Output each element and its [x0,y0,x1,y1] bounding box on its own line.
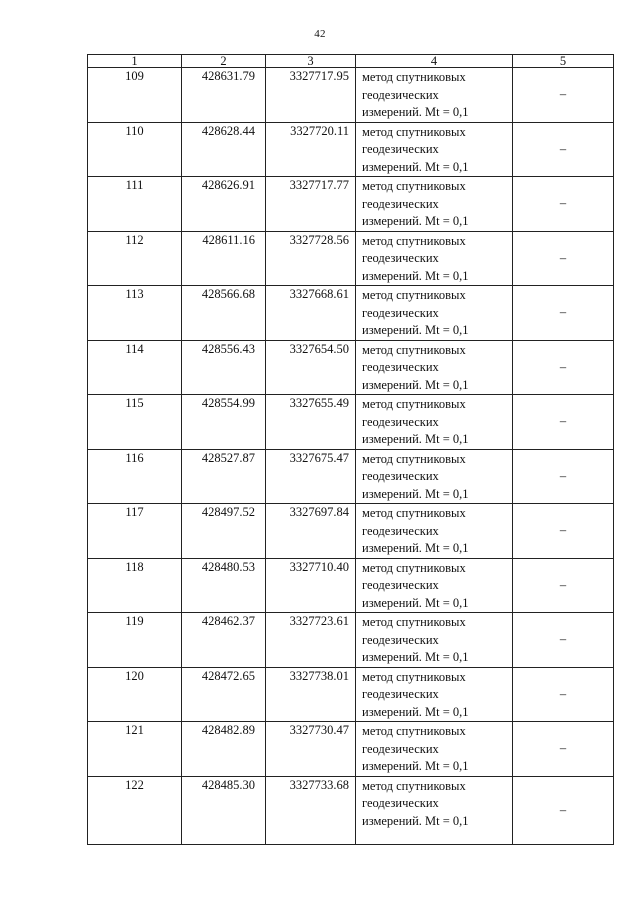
x-coordinate-cell: 428611.16 [182,231,266,286]
method-line: метод спутниковых [362,560,466,575]
method-cell [356,395,513,450]
table-row [88,340,614,395]
method-cell [356,504,513,559]
table-row [88,449,614,504]
method-line: метод спутниковых [362,124,466,139]
method-line: измерений. Mt = 0,1 [362,105,469,119]
method-line: метод спутниковых [362,451,466,466]
x-coordinate-cell: 428482.89 [182,722,266,777]
method-line: геодезических [362,142,439,156]
method-line: геодезических [362,469,439,483]
method-line: геодезических [362,87,439,102]
table-row [88,722,614,777]
y-coordinate-cell: 3327697.84 [266,504,356,559]
method-cell [356,613,513,668]
column-header-2: 2 [182,55,266,68]
method-line: метод спутниковых [362,288,466,302]
y-coordinate-cell: 3327728.56 [266,231,356,286]
method-line: измерений. Mt = 0,1 [362,486,469,501]
point-number-cell: 116 [88,449,182,504]
method-line: метод спутниковых [362,342,466,357]
table-row [88,613,614,668]
method-line: метод спутниковых [362,778,466,793]
table-body [88,68,614,845]
y-coordinate-cell: 3327655.49 [266,395,356,450]
point-number-cell: 122 [88,776,182,844]
method-line: геодезических [362,523,439,538]
table-row [88,122,614,177]
point-number-cell: 115 [88,395,182,450]
x-coordinate-cell: 428628.44 [182,122,266,177]
note-cell: – [513,449,614,504]
column-header-5: 5 [513,55,614,68]
method-cell [356,286,513,341]
y-coordinate-cell: 3327738.01 [266,667,356,722]
note-cell: – [513,395,614,450]
x-coordinate-cell: 428497.52 [182,504,266,559]
x-coordinate-cell: 428631.79 [182,68,266,123]
y-coordinate-cell: 3327720.11 [266,122,356,177]
table-row [88,558,614,613]
note-cell: – [513,177,614,232]
y-coordinate-cell: 3327730.47 [266,722,356,777]
x-coordinate-cell: 428480.53 [182,558,266,613]
point-number-cell: 110 [88,122,182,177]
method-cell [356,340,513,395]
method-line: метод спутниковых [362,70,466,84]
note-cell: – [513,340,614,395]
x-coordinate-cell: 428566.68 [182,286,266,341]
note-cell: – [513,122,614,177]
method-line: измерений. Mt = 0,1 [362,759,469,773]
method-cell [356,122,513,177]
method-line: метод спутниковых [362,669,466,684]
x-coordinate-cell: 428556.43 [182,340,266,395]
x-coordinate-cell: 428472.65 [182,667,266,722]
note-cell: – [513,776,614,844]
method-cell [356,722,513,777]
x-coordinate-cell: 428626.91 [182,177,266,232]
method-line: измерений. Mt = 0,1 [362,541,469,555]
method-line: метод спутниковых [362,615,466,629]
method-line: геодезических [362,632,439,647]
y-coordinate-cell: 3327668.61 [266,286,356,341]
y-coordinate-cell: 3327733.68 [266,776,356,844]
table-row [88,177,614,232]
method-line: геодезических [362,360,439,374]
point-number-cell: 113 [88,286,182,341]
point-number-cell: 121 [88,722,182,777]
note-cell: – [513,231,614,286]
coordinates-table [87,54,614,845]
x-coordinate-cell: 428554.99 [182,395,266,450]
method-cell [356,558,513,613]
note-cell: – [513,558,614,613]
method-line: измерений. Mt = 0,1 [362,595,469,610]
y-coordinate-cell: 3327717.77 [266,177,356,232]
y-coordinate-cell: 3327710.40 [266,558,356,613]
note-cell: – [513,504,614,559]
table-row [88,231,614,286]
note-cell: – [513,68,614,123]
x-coordinate-cell: 428462.37 [182,613,266,668]
point-number-cell: 120 [88,667,182,722]
method-line: геодезических [362,305,439,320]
method-line: геодезических [362,578,439,592]
column-header-1: 1 [88,55,182,68]
column-header-4: 4 [356,55,513,68]
point-number-cell: 119 [88,613,182,668]
y-coordinate-cell: 3327654.50 [266,340,356,395]
x-coordinate-cell: 428527.87 [182,449,266,504]
table-row [88,286,614,341]
note-cell: – [513,286,614,341]
method-cell [356,231,513,286]
method-line: геодезических [362,687,439,701]
method-line: метод спутниковых [362,179,466,193]
table-row [88,68,614,123]
y-coordinate-cell: 3327723.61 [266,613,356,668]
table-row [88,395,614,450]
method-line: геодезических [362,196,439,211]
method-line: метод спутниковых [362,724,466,738]
table-header-row [88,55,614,68]
method-line: измерений. Mt = 0,1 [362,650,469,664]
point-number-cell: 112 [88,231,182,286]
method-cell [356,667,513,722]
method-line: метод спутниковых [362,506,466,520]
point-number-cell: 117 [88,504,182,559]
method-line: геодезических [362,796,439,810]
method-line: измерений. Mt = 0,1 [362,268,469,283]
method-cell [356,68,513,123]
method-line: измерений. Mt = 0,1 [362,214,469,228]
method-line: измерений. Mt = 0,1 [362,432,469,446]
method-cell [356,776,513,844]
method-cell [356,449,513,504]
method-line: измерений. Mt = 0,1 [362,704,469,719]
method-cell [356,177,513,232]
table-row [88,667,614,722]
method-line: геодезических [362,741,439,756]
note-cell: – [513,613,614,668]
point-number-cell: 114 [88,340,182,395]
method-line: измерений. Mt = 0,1 [362,323,469,337]
note-cell: – [513,667,614,722]
method-line: измерений. Mt = 0,1 [362,159,469,174]
note-cell: – [513,722,614,777]
x-coordinate-cell: 428485.30 [182,776,266,844]
point-number-cell: 118 [88,558,182,613]
method-line: геодезических [362,251,439,265]
method-line: метод спутниковых [362,397,466,411]
table-row [88,504,614,559]
column-header-3: 3 [266,55,356,68]
method-line: измерений. Mt = 0,1 [362,377,469,392]
y-coordinate-cell: 3327675.47 [266,449,356,504]
method-line: геодезических [362,414,439,429]
method-line: измерений. Mt = 0,1 [362,813,469,828]
table-row [88,776,614,844]
point-number-cell: 109 [88,68,182,123]
method-line: метод спутниковых [362,233,466,248]
point-number-cell: 111 [88,177,182,232]
page-number: 42 [314,28,326,40]
y-coordinate-cell: 3327717.95 [266,68,356,123]
